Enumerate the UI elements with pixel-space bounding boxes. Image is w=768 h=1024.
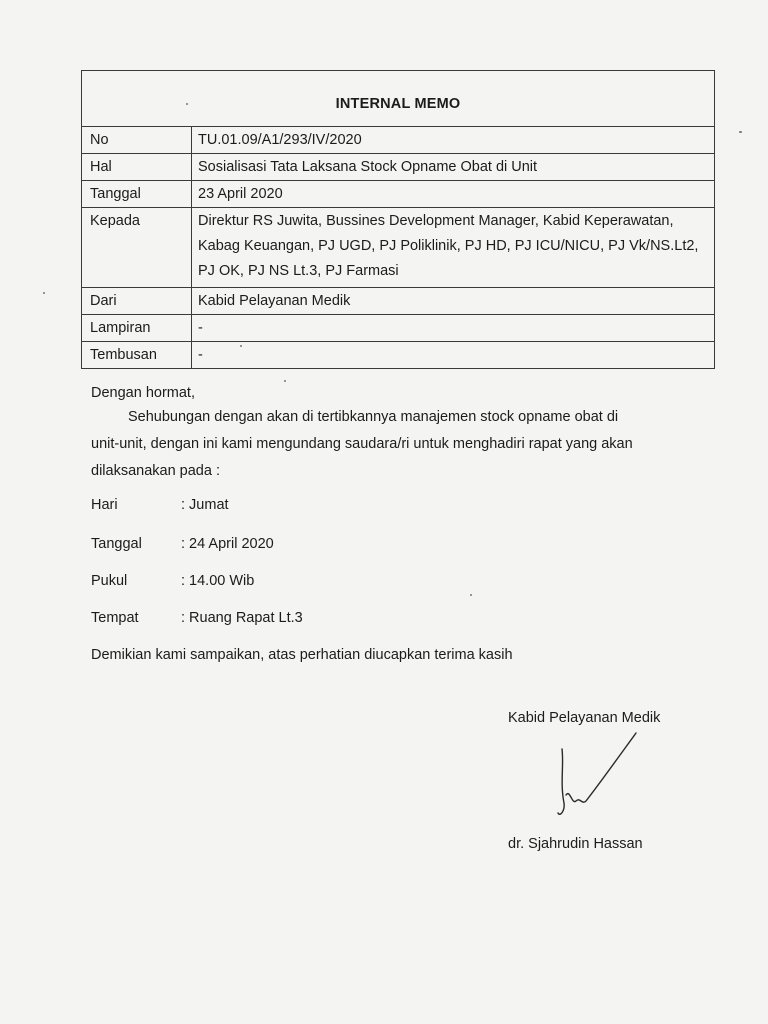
detail-value: : 14.00 Wib	[181, 573, 255, 589]
scan-speck	[240, 345, 242, 347]
memo-row-value: Kabid Pelayanan Medik	[198, 293, 351, 309]
memo-title-row	[82, 71, 714, 127]
memo-row-tembusan	[82, 342, 714, 368]
memo-header-table	[81, 70, 715, 369]
memo-row-label: No	[82, 127, 192, 153]
detail-value: : Ruang Rapat Lt.3	[181, 610, 303, 626]
memo-row-value: TU.01.09/A1/293/IV/2020	[198, 132, 362, 148]
memo-row-label: Tanggal	[82, 181, 192, 207]
letter-closing: Demikian kami sampaikan, atas perhatian diucapkan terima kasih	[91, 647, 513, 663]
memo-row-label: Kepada	[82, 208, 192, 287]
memo-row-label: Lampiran	[82, 315, 192, 341]
memo-row-value: Sosialisasi Tata Laksana Stock Opname Obat di Unit	[198, 159, 538, 175]
detail-value: : 24 April 2020	[181, 536, 274, 552]
signatory-name: dr. Sjahrudin Hassan	[508, 836, 643, 852]
paragraph-line: unit-unit, dengan ini kami mengundang saudara/ri untuk menghadiri rapat yang akan	[91, 436, 633, 452]
memo-row-label: Tembusan	[82, 342, 192, 368]
paragraph-line: Sehubungan dengan akan di tertibkannya manajemen stock opname obat di	[128, 409, 619, 425]
detail-key: Pukul	[91, 573, 128, 589]
memo-row-value: -	[198, 347, 203, 363]
memo-title: INTERNAL MEMO	[335, 96, 461, 112]
detail-hari	[91, 497, 229, 513]
memo-row-value: Direktur RS Juwita, Bussines Development Manager, Kabid Keperawatan, Kabag Keuangan, PJ UGD, PJ Poliklinik, PJ HD, PJ ICU/NICU, PJ Vk/NS.Lt2, PJ OK, PJ NS Lt.3, PJ Farmasi	[198, 213, 699, 279]
memo-row-label: Dari	[82, 288, 192, 314]
detail-tanggal	[91, 536, 274, 552]
handwritten-signature	[540, 725, 650, 825]
detail-pukul	[91, 573, 254, 589]
memo-row-dari	[82, 288, 714, 315]
detail-tempat	[91, 610, 303, 626]
memo-row-value: -	[198, 320, 203, 336]
memo-row-tanggal	[82, 181, 714, 208]
scan-speck	[284, 380, 286, 382]
letter-greeting: Dengan hormat,	[91, 385, 195, 401]
scan-speck	[739, 131, 742, 133]
memo-row-no	[82, 127, 714, 154]
scan-speck	[186, 103, 188, 105]
memo-row-kepada	[82, 208, 714, 288]
detail-key: Tanggal	[91, 536, 142, 552]
memo-row-value: 23 April 2020	[198, 186, 283, 202]
signatory-title: Kabid Pelayanan Medik	[508, 710, 661, 726]
paragraph-line: dilaksanakan pada :	[91, 463, 220, 479]
letter-paragraph	[91, 404, 731, 485]
memo-row-label: Hal	[82, 154, 192, 180]
scan-speck	[43, 292, 45, 294]
memo-row-lampiran	[82, 315, 714, 342]
detail-key: Hari	[91, 497, 118, 513]
scan-speck	[470, 594, 472, 596]
memo-row-hal	[82, 154, 714, 181]
detail-value: : Jumat	[181, 497, 229, 513]
detail-key: Tempat	[91, 610, 139, 626]
